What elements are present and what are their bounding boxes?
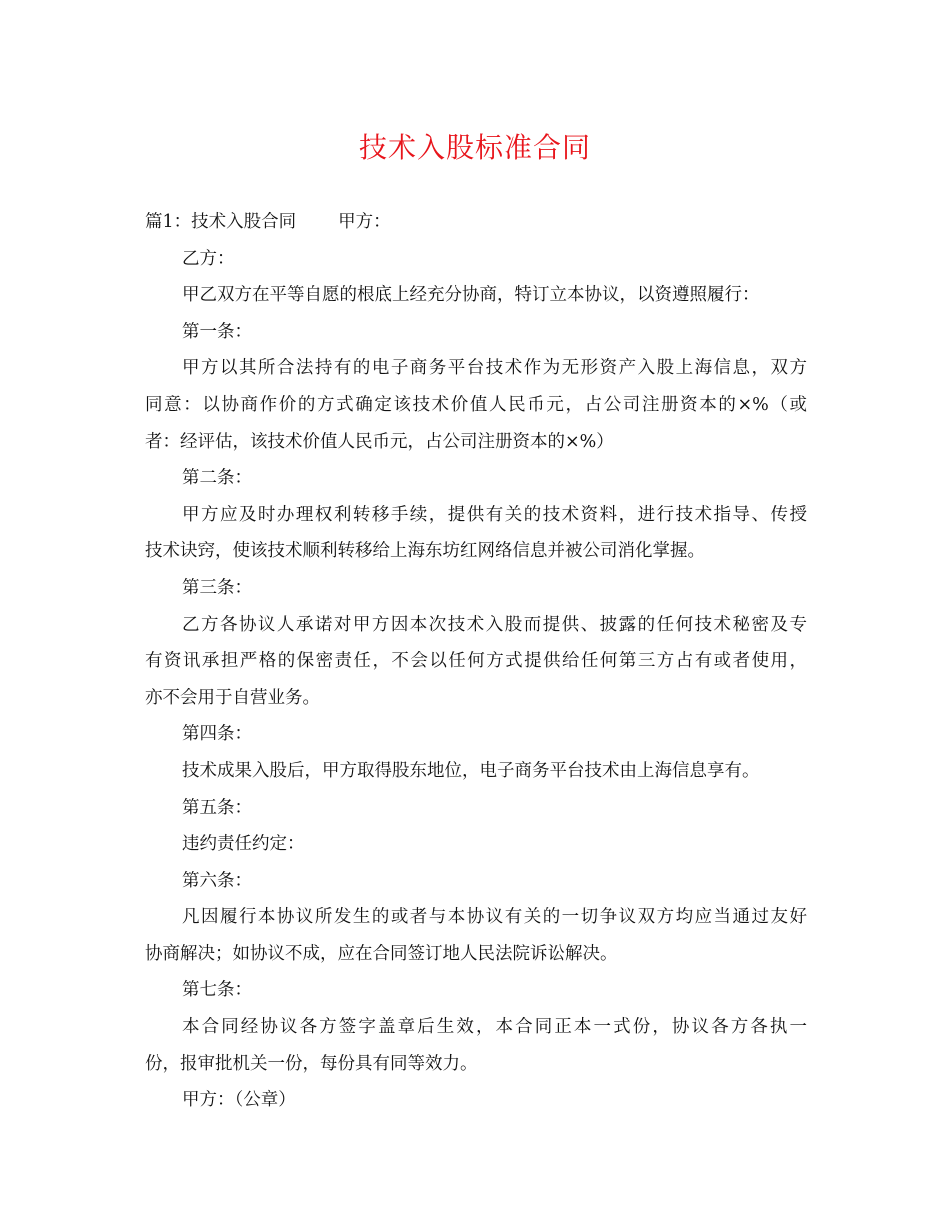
article-5-line: 违约责任约定： [182,834,305,855]
article-3-line: 乙方各协议人承诺对甲方因本次技术入股而提供、披露的任何技术秘密及专 [182,614,807,635]
article-1-line: 者：经评估，该技术价值人民币元，占公司注册资本的×%） [145,431,614,452]
article-6-line: 协商解决；如协议不成，应在合同签订地人民法院诉讼解决。 [145,943,618,964]
article-6-heading: 第六条： [182,870,252,891]
article-7-line: 本合同经协议各方签字盖章后生效，本合同正本一式份，协议各方各执一 [182,1017,807,1038]
article-7-line: 份，报审批机关一份，每份具有同等效力。 [145,1053,478,1074]
signature-party-a: 甲方：（公章） [182,1090,296,1111]
article-2-line: 技术诀窍，使该技术顺利转移给上海东坊红网络信息并被公司消化掌握。 [145,541,705,562]
article-5-heading: 第五条： [182,797,252,818]
article-3-heading: 第三条： [182,577,252,598]
article-7-heading: 第七条： [182,980,252,1001]
article-1-heading: 第一条： [182,321,252,342]
document-title: 技术入股标准合同 [358,131,591,164]
header-line [145,204,807,241]
party-a-label: 甲方： [338,212,391,232]
article-2-line: 甲方应及时办理权利转移手续，提供有关的技术资料，进行技术指导、传授 [182,504,807,525]
chapter-label: 篇1：技术入股合同 [145,212,297,232]
preamble-text: 甲乙双方在平等自愿的根底上经充分协商，特订立本协议，以资遵照履行： [182,285,760,306]
article-4-heading: 第四条： [182,724,252,745]
party-b-label: 乙方： [182,248,235,269]
article-3-line: 有资讯承担严格的保密责任，不会以任何方式提供给任何第三方占有或者使用， [145,651,807,672]
article-1-line: 同意：以协商作价的方式确定该技术价值人民币元，占公司注册资本的×%（或 [145,394,807,415]
article-3-line: 亦不会用于自营业务。 [145,687,320,708]
article-1-line: 甲方以其所合法持有的电子商务平台技术作为无形资产入股上海信息，双方 [182,358,807,379]
contract-body [145,204,807,1119]
article-6-line: 凡因履行本协议所发生的或者与本协议有关的一切争议双方均应当通过友好 [182,907,807,928]
article-2-heading: 第二条： [182,468,252,489]
article-4-line: 技术成果入股后，甲方取得股东地位，电子商务平台技术由上海信息享有。 [182,760,760,781]
